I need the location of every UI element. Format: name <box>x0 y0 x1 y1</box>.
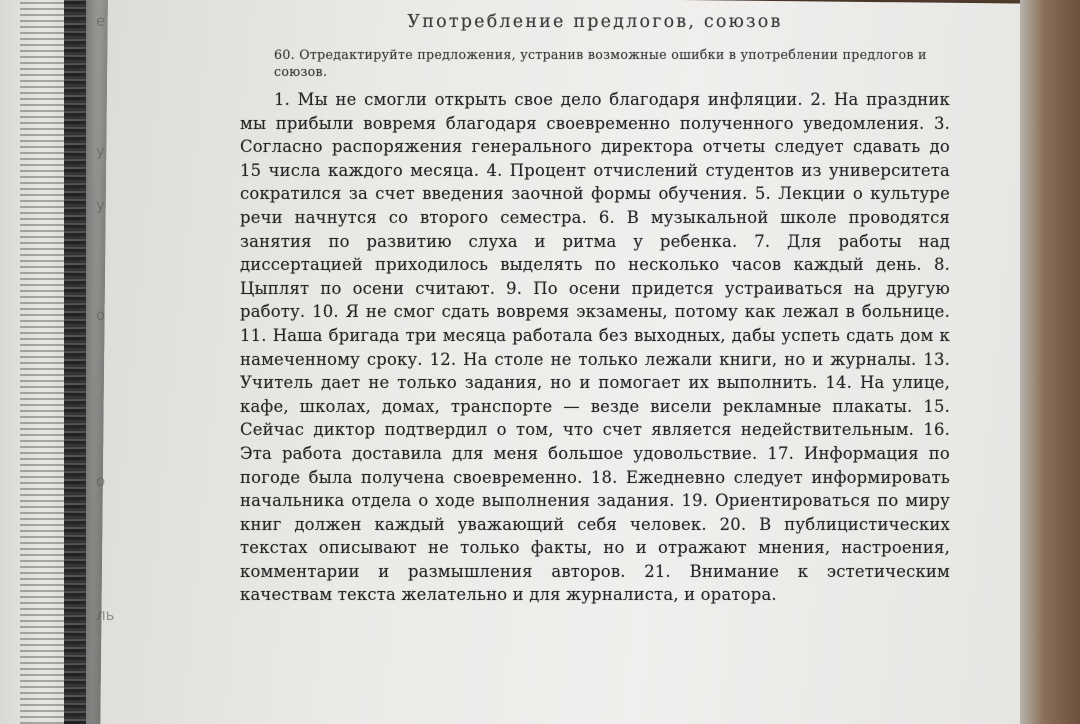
page-edge-shadow <box>64 0 86 724</box>
margin-mark: е <box>96 12 106 30</box>
left-page-stack <box>0 0 110 724</box>
wooden-table-edge <box>1020 0 1080 724</box>
margin-mark: у <box>96 196 105 214</box>
exercise-instruction: 60. Отредактируйте предложения, устранив возможные ошибки в употреблении предлогов и союзов. <box>274 47 927 79</box>
page-content <box>240 8 950 607</box>
section-heading: Употребление предлогов, союзов <box>407 12 783 32</box>
margin-marks <box>96 0 118 724</box>
margin-mark: у <box>96 142 105 160</box>
exercise-sentences: 1. Мы не смогли открыть свое дело благодаря инфляции. 2. На праздник мы прибыли вовремя благодаря своевременно полученного уведомления. 3. Согласно распоряжения генерального директора отчеты следует сдавать до 15 числа каждого месяца. 4. Процент отчислений студентов из университета сократился за счет введения заочной формы обучения. 5. Лекции о культуре речи начнутся со второго семестра. 6. В музыкальной школе проводятся занятия по развитию слуха и ритма у ребенка. 7. Для работы над диссертацией приходилось выделять по несколько часов каждый день. 8. Цыплят по осени считают. 9. По осени придется устраиваться на другую работу. 10. Я не смог сдать вовремя экзамены, потому как лежал в больнице. 11. Наша бригада три месяца работала без выходных, дабы успеть сдать дом к намеченному сроку. 12. На столе не только лежали книги, но и журналы. 13. Учитель дает не только задания, но и помогает их выполнить. 14. На улице, кафе, школах, домах, транспорте — везде висели рекламные плакаты. 15. Сейчас диктор подтвердил о том, что счет является недействительным. 16. Эта работа доставила для меня большое удовольствие. 17. Информация по погоде была получена своевременно. 18. Ежедневно следует информировать начальника отдела о ходе выполнения задания. 19. Ориентироваться по миру книг должен каждый уважающий себя человек. 20. В публицистических текстах описывают не только факты, но и отражают мнения, настроения, комментарии и размышления авторов. 21. Внимание к эстетическим качествам текста желательно и для журналиста, и оратора. <box>240 90 950 605</box>
margin-mark: о <box>96 306 106 324</box>
margin-mark: о <box>96 472 106 490</box>
margin-mark: ль <box>96 606 115 624</box>
